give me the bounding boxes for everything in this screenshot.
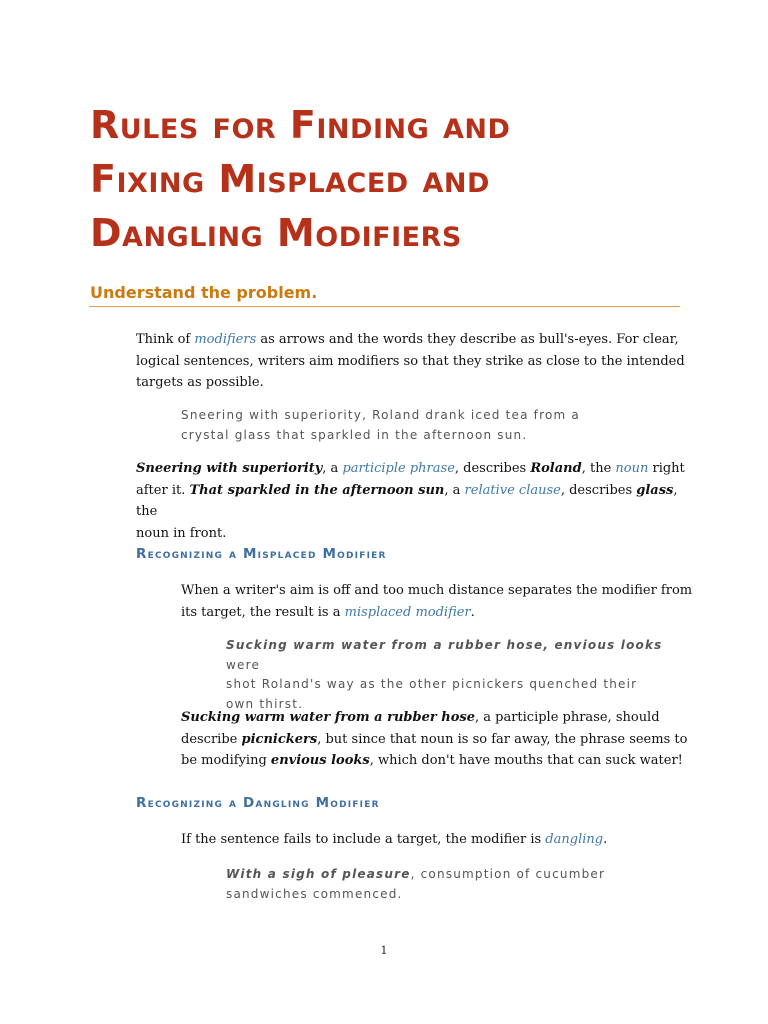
text-run: noun in front. <box>136 525 227 541</box>
example-line: , consumption of cucumber <box>410 867 606 881</box>
misplaced-modifier-link[interactable]: misplaced modifier <box>344 604 471 620</box>
emphasis-phrase: envious looks <box>270 753 370 768</box>
intro-paragraph <box>136 329 696 394</box>
emphasis-phrase: glass <box>636 482 674 498</box>
title-line-3: Dangling Modifiers <box>90 211 462 255</box>
misplaced-intro-paragraph <box>181 580 701 623</box>
example-sentence-3 <box>226 865 701 904</box>
section-heading-understand: Understand the problem. <box>90 283 318 302</box>
dangling-link[interactable]: dangling <box>545 832 604 847</box>
section-heading-dangling: Recognizing a Dangling Modifier <box>136 795 380 811</box>
page-number: 1 <box>380 944 388 957</box>
text-run: , a participle phrase, should <box>474 710 660 725</box>
text-run: , describes <box>560 482 637 498</box>
text-run: , the <box>581 461 616 476</box>
emphasis-phrase: picnickers <box>241 731 318 747</box>
text-run: , which don't have mouths that can suck water! <box>369 753 683 768</box>
example-emphasis: Sucking warm water from a rubber hose, envious looks <box>226 638 663 652</box>
section-heading-misplaced: Recognizing a Misplaced Modifier <box>136 546 387 562</box>
text-run: logical sentences, writers aim modifiers so that they strike as close to the intended <box>136 353 685 369</box>
page-title <box>90 98 710 260</box>
example-sentence-2 <box>226 636 701 714</box>
noun-link[interactable]: noun <box>615 461 649 476</box>
emphasis-phrase: Roland <box>530 461 582 476</box>
text-run: describe <box>181 731 242 747</box>
emphasis-phrase: Sneering with superiority <box>136 461 323 476</box>
example-line: were <box>226 657 261 672</box>
text-run: right <box>648 461 685 476</box>
text-run: . <box>603 832 608 847</box>
title-line-2: Fixing Misplaced and <box>90 157 490 201</box>
text-run: , describes <box>454 461 531 476</box>
modifiers-link[interactable]: modifiers <box>194 332 257 347</box>
text-run: , a <box>322 461 343 476</box>
text-run: its target, the result is a <box>181 604 345 620</box>
explanation-paragraph-1 <box>136 458 696 544</box>
emphasis-phrase: Sucking warm water from a rubber hose <box>181 710 475 725</box>
example-line: sandwiches commenced. <box>226 886 403 901</box>
title-line-1: Rules for Finding and <box>90 103 511 147</box>
example-line: own thirst. <box>226 696 304 711</box>
example-line: crystal glass that sparkled in the afternoon sun. <box>181 427 528 442</box>
text-run: after it. <box>136 482 190 498</box>
text-run: targets as possible. <box>136 375 264 390</box>
text-run: . <box>470 604 475 620</box>
text-run: When a writer's aim is off and too much distance separates the modifier from <box>181 583 693 598</box>
relative-clause-link[interactable]: relative clause <box>464 482 561 498</box>
explanation-paragraph-2 <box>181 707 701 772</box>
example-line: Sneering with superiority, Roland drank iced tea from a <box>181 408 580 422</box>
heading-divider <box>89 306 680 307</box>
text-run: , the <box>136 482 678 519</box>
participle-phrase-link[interactable]: participle phrase <box>342 461 455 476</box>
example-emphasis: With a sigh of pleasure <box>226 867 411 881</box>
text-run: as arrows and the words they describe as bull's-eyes. For clear, <box>256 332 679 347</box>
example-line: shot Roland's way as the other picnickers quenched their <box>226 677 638 691</box>
text-run: , a <box>444 482 465 498</box>
text-run: be modifying <box>181 753 271 768</box>
text-run: Think of <box>136 332 195 347</box>
emphasis-phrase: That sparkled in the afternoon sun <box>189 482 445 498</box>
text-run: If the sentence fails to include a target, the modifier is <box>181 832 546 847</box>
example-sentence-1 <box>181 406 701 445</box>
dangling-intro-paragraph <box>181 829 701 851</box>
text-run: , but since that noun is so far away, the phrase seems to <box>317 731 688 747</box>
